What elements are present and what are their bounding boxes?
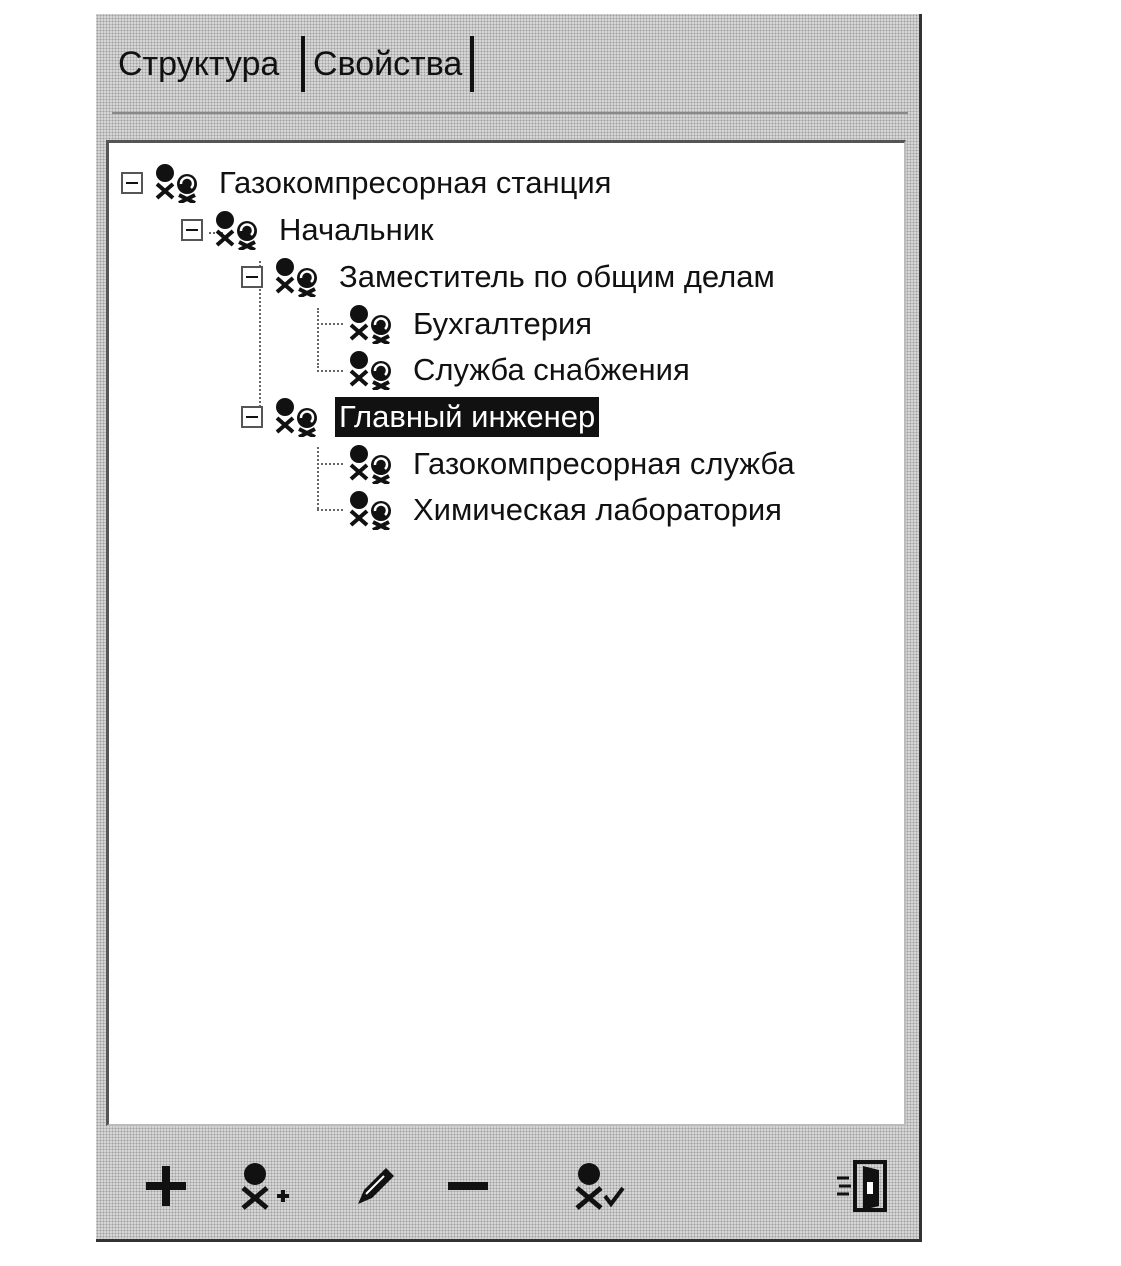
collapse-icon[interactable]: [121, 172, 143, 194]
tree-node-label: Газокомпресорная служба: [413, 446, 795, 481]
add-button[interactable]: [136, 1154, 196, 1218]
tree-node-label-selected: Главный инженер: [335, 397, 599, 437]
tree-connector: [317, 447, 319, 509]
tree-node-supply-service[interactable]: [343, 350, 694, 390]
tree-node-deputy-general-affairs[interactable]: [241, 257, 779, 297]
exit-button[interactable]: [828, 1154, 898, 1218]
apply-person-button[interactable]: [562, 1154, 632, 1218]
collapse-icon[interactable]: [241, 266, 263, 288]
tree-node-accounting[interactable]: [343, 304, 596, 344]
group-icon: [269, 257, 325, 297]
tree-node-gas-compressor-service[interactable]: [343, 444, 799, 484]
tree-connector: [317, 370, 343, 372]
tree-connector: [317, 463, 343, 465]
tree-node-label: Химическая лаборатория: [413, 492, 782, 527]
tab-properties[interactable]: Свойства: [301, 36, 474, 92]
tree-node-chief-engineer[interactable]: [241, 397, 599, 437]
tab-structure[interactable]: Структура: [118, 45, 280, 83]
exit-door-icon: [833, 1156, 893, 1216]
tree-node-label: Начальник: [279, 212, 434, 247]
edit-pencil-icon: [350, 1160, 402, 1212]
group-icon: [343, 350, 399, 390]
tree-connector: [317, 323, 343, 325]
add-person-button[interactable]: [228, 1154, 298, 1218]
collapse-icon[interactable]: [181, 219, 203, 241]
plus-icon: [142, 1162, 190, 1210]
structure-tree[interactable]: [106, 140, 906, 1126]
tree-node-label: Бухгалтерия: [413, 306, 593, 341]
tree-node-label: Заместитель по общим делам: [339, 259, 775, 294]
tree-connector: [317, 509, 343, 511]
collapse-icon[interactable]: [241, 406, 263, 428]
org-structure-window: [96, 14, 922, 1242]
tree-node-label: Служба снабжения: [413, 352, 690, 387]
group-icon: [209, 210, 265, 250]
group-icon: [149, 163, 205, 203]
tree-node-chemical-lab[interactable]: [343, 490, 786, 530]
group-icon: [269, 397, 325, 437]
person-check-icon: [567, 1160, 627, 1212]
group-icon: [343, 304, 399, 344]
minus-icon: [444, 1162, 492, 1210]
tree-node-chief[interactable]: [181, 210, 438, 250]
group-icon: [343, 444, 399, 484]
tree-node-gas-compressor-station[interactable]: [121, 163, 615, 203]
add-person-icon: [233, 1160, 293, 1212]
tree-connector: [317, 308, 319, 368]
edit-button[interactable]: [346, 1154, 406, 1218]
remove-button[interactable]: [438, 1154, 498, 1218]
group-icon: [343, 490, 399, 530]
tab-divider: [112, 112, 908, 114]
tree-node-label: Газокомпресорная станция: [219, 165, 612, 200]
